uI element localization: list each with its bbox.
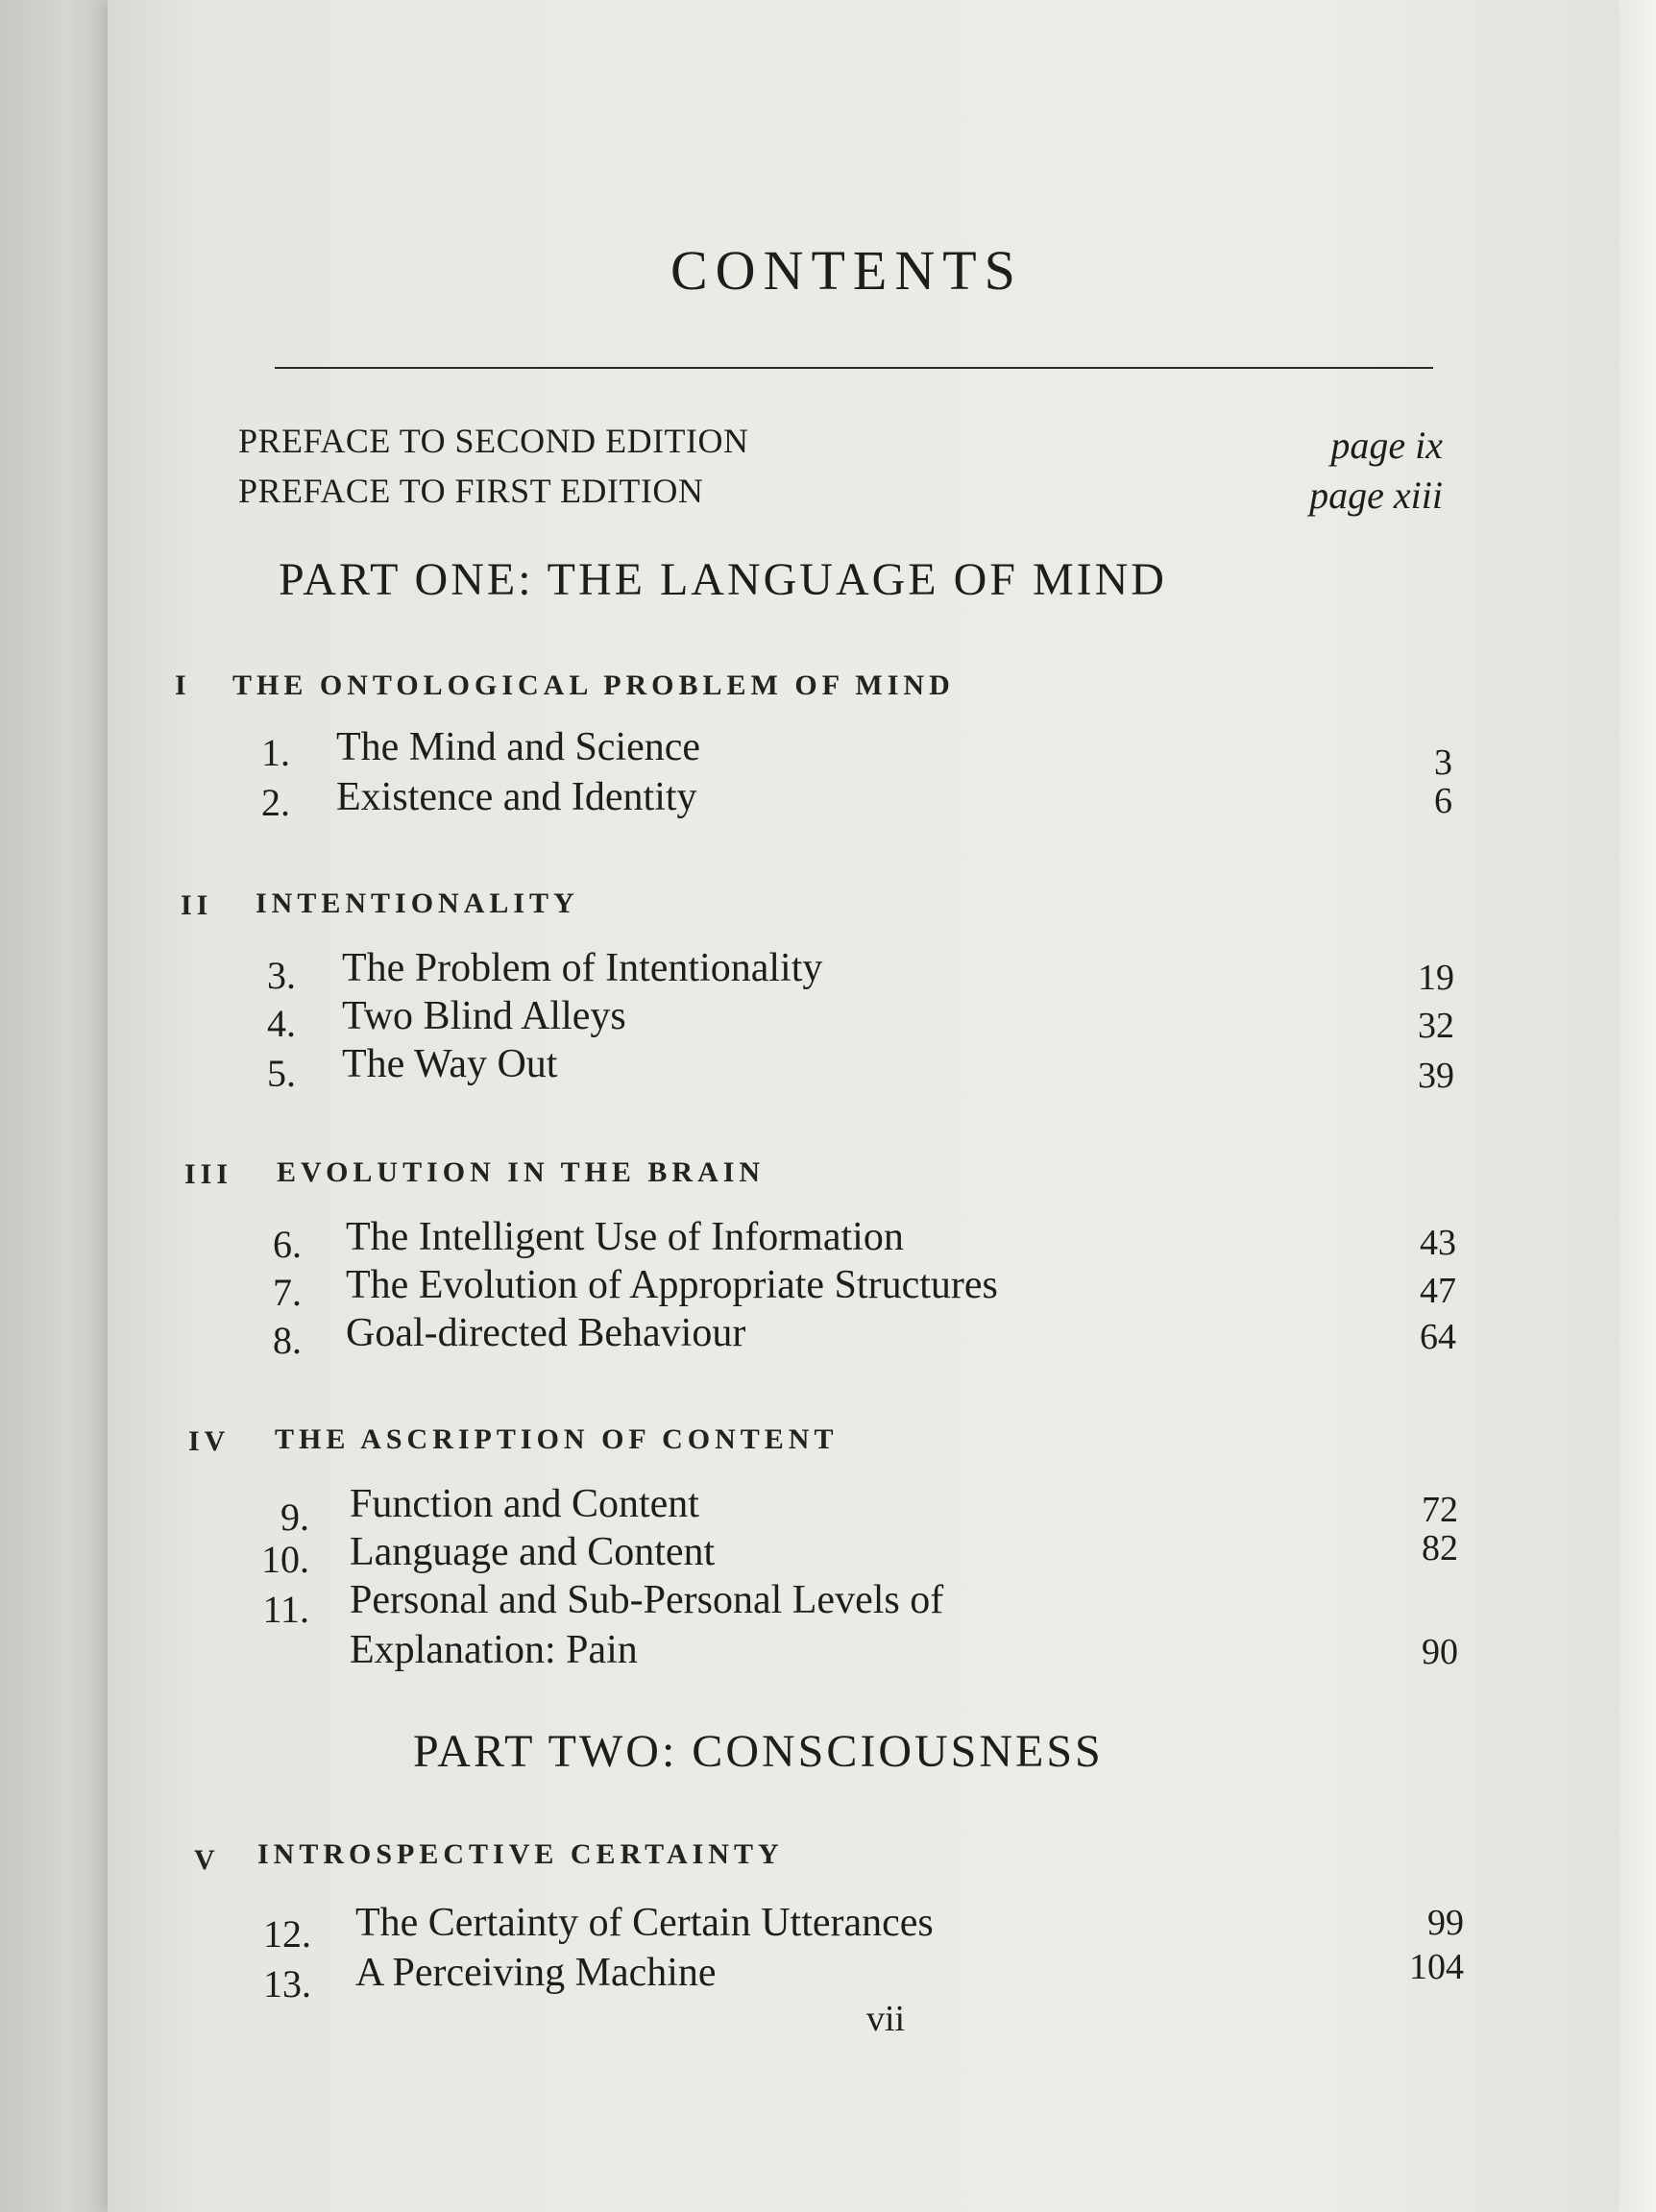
preface-second-edition-page: page ix xyxy=(1330,424,1443,467)
entry-number: 8. xyxy=(273,1319,302,1362)
entry-page: 104 xyxy=(1409,1947,1464,1987)
preface-first-edition-title: PREFACE TO FIRST EDITION xyxy=(238,472,704,510)
entry-title: Two Blind Alleys xyxy=(342,994,626,1038)
entry-page: 6 xyxy=(1434,781,1452,821)
entry-title-continued: Explanation: Pain xyxy=(350,1628,638,1672)
entry-number: 2. xyxy=(261,781,290,824)
entry-number: 11. xyxy=(262,1588,309,1631)
contents-page xyxy=(108,0,1616,2212)
entry-title: The Evolution of Appropriate Structures xyxy=(346,1263,998,1307)
entry-number: 13. xyxy=(263,1962,311,2005)
chapter-title: INTROSPECTIVE CERTAINTY xyxy=(257,1838,784,1870)
chapter-number: II xyxy=(181,889,213,921)
entry-title: The Mind and Science xyxy=(336,725,701,769)
entry-number: 9. xyxy=(280,1495,309,1539)
entry-page: 47 xyxy=(1420,1271,1456,1311)
entry-page: 43 xyxy=(1420,1223,1456,1263)
book-gutter xyxy=(0,0,115,2212)
page-title: CONTENTS xyxy=(670,239,1023,302)
entry-page: 82 xyxy=(1422,1528,1458,1568)
entry-number: 3. xyxy=(267,954,296,997)
chapter-number: III xyxy=(184,1158,233,1190)
entry-page: 19 xyxy=(1418,958,1454,998)
chapter-title: THE ONTOLOGICAL PROBLEM OF MIND xyxy=(232,669,955,701)
entry-page: 90 xyxy=(1422,1632,1458,1672)
entry-number: 10. xyxy=(261,1538,309,1581)
entry-title: The Problem of Intentionality xyxy=(342,946,823,990)
preface-first-edition-page: page xiii xyxy=(1309,474,1443,517)
entry-title: Function and Content xyxy=(350,1482,699,1526)
page-number: vii xyxy=(866,1999,906,2039)
entry-title: Personal and Sub-Personal Levels of xyxy=(350,1578,944,1622)
entry-title: The Certainty of Certain Utterances xyxy=(355,1901,934,1945)
title-rule xyxy=(275,367,1433,369)
entry-title: Goal-directed Behaviour xyxy=(346,1311,746,1355)
entry-number: 12. xyxy=(263,1912,311,1956)
entry-page: 99 xyxy=(1427,1903,1464,1943)
entry-number: 4. xyxy=(267,1002,296,1045)
part-one-heading: PART ONE: THE LANGUAGE OF MIND xyxy=(279,554,1167,605)
part-two-heading: PART TWO: CONSCIOUSNESS xyxy=(413,1726,1104,1777)
chapter-title: INTENTIONALITY xyxy=(256,887,579,919)
entry-page: 72 xyxy=(1422,1490,1458,1530)
preface-second-edition-title: PREFACE TO SECOND EDITION xyxy=(238,422,749,460)
entry-title: The Way Out xyxy=(342,1042,558,1086)
chapter-number: I xyxy=(175,669,191,701)
entry-title: Language and Content xyxy=(350,1530,716,1574)
chapter-title: EVOLUTION IN THE BRAIN xyxy=(277,1156,766,1188)
chapter-title: THE ASCRIPTION OF CONTENT xyxy=(275,1423,839,1455)
entry-title: Existence and Identity xyxy=(336,775,697,819)
entry-title: The Intelligent Use of Information xyxy=(346,1215,904,1259)
chapter-number: V xyxy=(194,1844,220,1876)
entry-page: 39 xyxy=(1418,1056,1454,1096)
entry-number: 5. xyxy=(267,1052,296,1095)
entry-number: 7. xyxy=(273,1271,302,1314)
entry-page: 64 xyxy=(1420,1317,1456,1357)
entry-number: 1. xyxy=(261,731,290,774)
chapter-number: IV xyxy=(188,1425,231,1457)
entry-title: A Perceiving Machine xyxy=(355,1951,717,1995)
entry-page: 3 xyxy=(1434,742,1452,783)
entry-page: 32 xyxy=(1418,1006,1454,1046)
entry-number: 6. xyxy=(273,1223,302,1266)
